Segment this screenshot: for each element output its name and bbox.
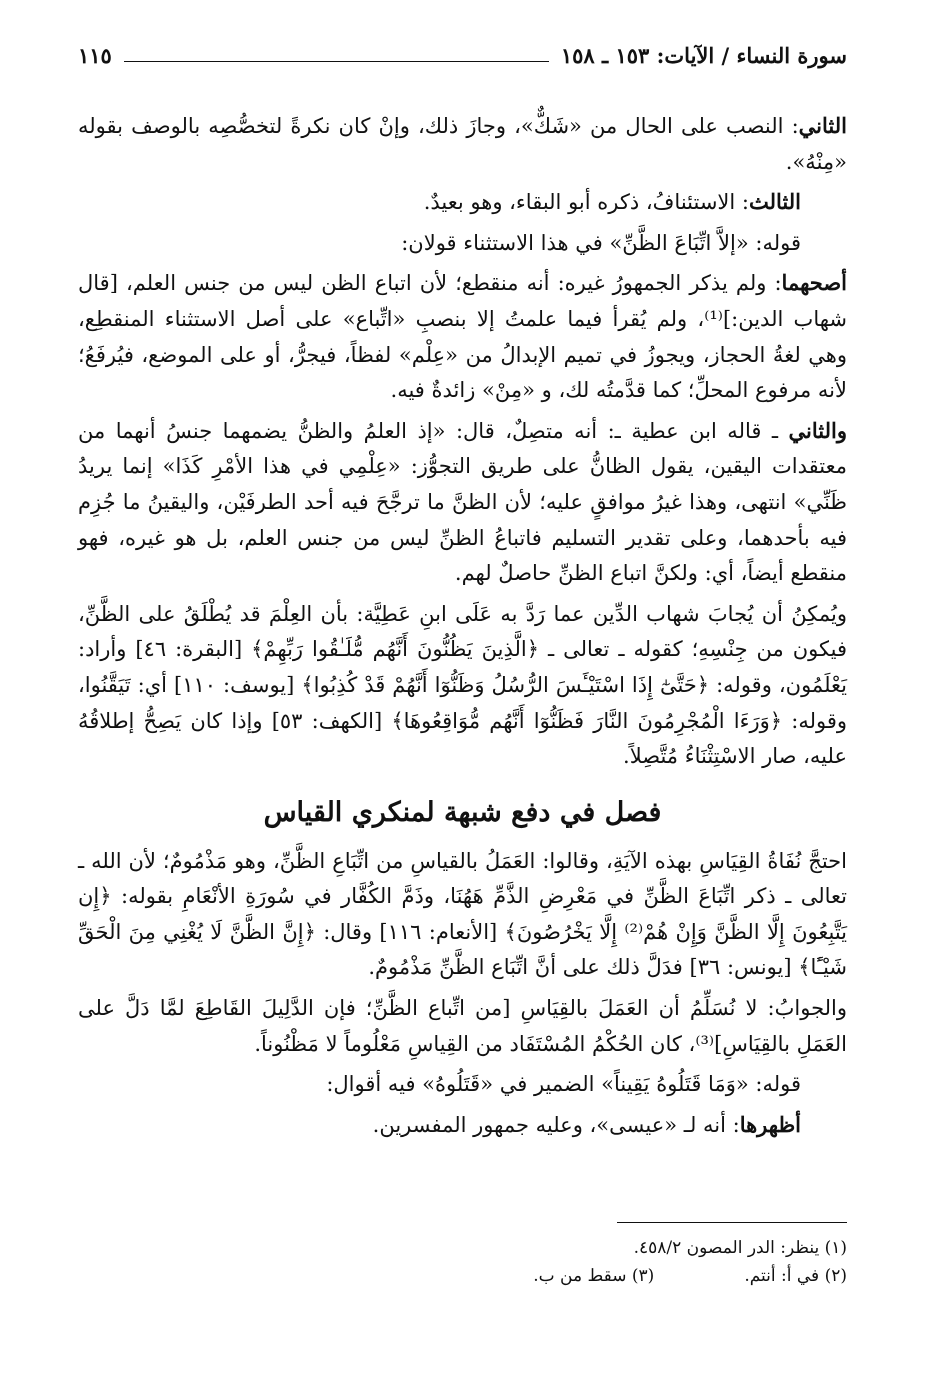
paragraph: احتجَّ نُفَاةُ القِيَاسِ بهذه الآيَةِ، وقالوا: العَمَلُ بالقياسِ من اتِّبَاعِ الظَّنِّ، وهو مَذْمُومٌ؛ لأن الله ـ تعالى ـ ذكر اتِّبَاعَ الظَّنِّ في مَعْرِضِ الذَّمِّ هَهُنَا، وذَمَّ الكُفَّار في سُورَةِ الأنْعَامِ بقوله: ﴿إِن يَتَّبِعُونَ إِلَّا الظَّنَّ وَإِنْ هُمْ⁽²⁾ إِلَّا يَخْرُصُونَ﴾ [الأنعام: ١١٦] وقال: ﴿إِنَّ الظَّنَّ لَا يُغْنِي مِنَ الْحَقِّ شَيْـًٔا﴾ [يونس: ٣٦] فدَلَّ ذلك على أنَّ اتِّبَاع الظَّنِّ مَذْمُومٌ. [78,848,847,980]
paragraph: والثاني ـ قاله ابن عطية ـ: أنه متصِلٌ، قال: «إذ العلمُ والظنُّ يضمهما جنسُ أنهما من معتقدات اليقين، يقول الظانُّ على طريق التجوُّز: «عِلْمِي في هذا الأمْرِ كَذَا» إنما يريدُ ظَنِّي» انتهى، وهذا غيرُ موافقٍ عليه؛ لأن الظنَّ ما ترجَّحَ فيه أحد الطرفَيْن، واليقينُ ما جُزِم فيه بأحدهما، وعلى تقدير التسليم فاتباعُ الظنِّ ليس من جنس العلم، بل هو غيره، فهو منقطع أيضاً، أي: ولكنَّ اتباع الظنِّ حاصلٌ لهم. [78,417,847,586]
paragraph: أصحهما: ولم يذكر الجمهورُ غيره: أنه منقطع؛ لأن اتباع الظن ليس من جنس العلم، [قال شهاب الدين:]⁽¹⁾، ولم يُقرأ فيما علمتُ إلا بنصبِ «اتِّباع» على أصل الاستثناء المنقطِع، وهي لغةُ الحجاز، ويجوزُ في تميم الإبدالُ من «عِلْم» لفظاً، فيجرُّ، أو على الموضع، فيُرفَعُ؛ لأنه مرفوع المحلِّ؛ كما قدَّمتُه لك، و «مِنْ» زائدةٌ فيه. [78,270,847,403]
main-text [78,108,847,1147]
running-header [78,38,847,68]
header-title: سورة النساء / الآيات: ١٥٣ ـ ١٥٨ [560,43,847,68]
footnotes [78,1234,847,1290]
paragraph: الثاني: النصب على الحال من «شَكٌّ»، وجازَ ذلك، وإنْ كان نكرةً لتخصُّصِه بالوصف بقوله «مِنْهُ». [78,113,847,174]
paragraph: قوله: «إلاَّ اتِّبَاعَ الظَّنِّ» في هذا الاستثناء قولان: [401,230,801,255]
header-rule [124,61,549,62]
footnote-row [78,1262,847,1290]
page-number: ١١٥ [78,43,112,68]
footnote-1: (١) ينظر: الدر المصون ٤٥٨/٢. [633,1238,847,1258]
paragraph: ويُمكِنُ أن يُجابَ شهاب الدِّين عما رَدَّ به عَلَى ابنِ عَطِيَّة: بأن العِلْمَ قد يُطْلَقُ على الظَّنِّ، فيكون من جِنْسِهِ؛ كقوله ـ تعالى ـ ﴿الَّذِينَ يَظُنُّونَ أَنَّهُم مُّلَـٰقُوا رَبِّهِمْ﴾ [البقرة: ٤٦] وأراد: يَعْلَمُون، وقوله: ﴿حَتَّىٰٓ إِذَا اسْتَيْـَٔسَ الرُّسُلُ وَظَنُّوٓا أَنَّهُمْ قَدْ كُذِبُوا﴾ [يوسف: ١١٠] أي: تَيَقَّنُوا، وقوله: ﴿وَرَءَا الْمُجْرِمُونَ النَّارَ فَظَنُّوٓا أَنَّهُم مُّوَاقِعُوهَا﴾ [الكهف: ٥٣] وإذا كان يَصِحُّ إطلاقُهُ عليه، صار الاسْتِثْنَاءُ مُتَّصِلاً. [78,601,847,769]
footnote-3: (٣) سقط من ب. [533,1266,655,1286]
footnote-separator [617,1222,847,1223]
section-title: فصل في دفع شبهة لمنكري القياس [263,796,662,828]
paragraph: الثالث: الاستئنافُ، ذكره أبو البقاء، وهو بعيدٌ. [423,189,801,215]
footnote-2: (٢) في أ: أنتم. [744,1266,847,1286]
paragraph: قوله: «وَمَا قَتَلُوهُ يَقِيناً» الضمير في «قَتَلُوهُ» فيه أقوال: [326,1072,801,1097]
paragraph: أظهرها: أنه لـ «عيسى»، وعليه جمهور المفسرين. [372,1111,801,1137]
paragraph: والجوابُ: لا نُسَلِّمُ أن العَمَلَ بالقِيَاسِ [من اتِّباع الظَّنِّ؛ فإن الدَّلِيلَ القَاطِعَ لمَّا دَلَّ على العَمَلِ بالقِيَاسِ]⁽³⁾، كان الحُكْمُ المُسْتَفَاد من القِياسِ مَعْلُوماً لا مَظْنُوناً. [78,996,847,1056]
